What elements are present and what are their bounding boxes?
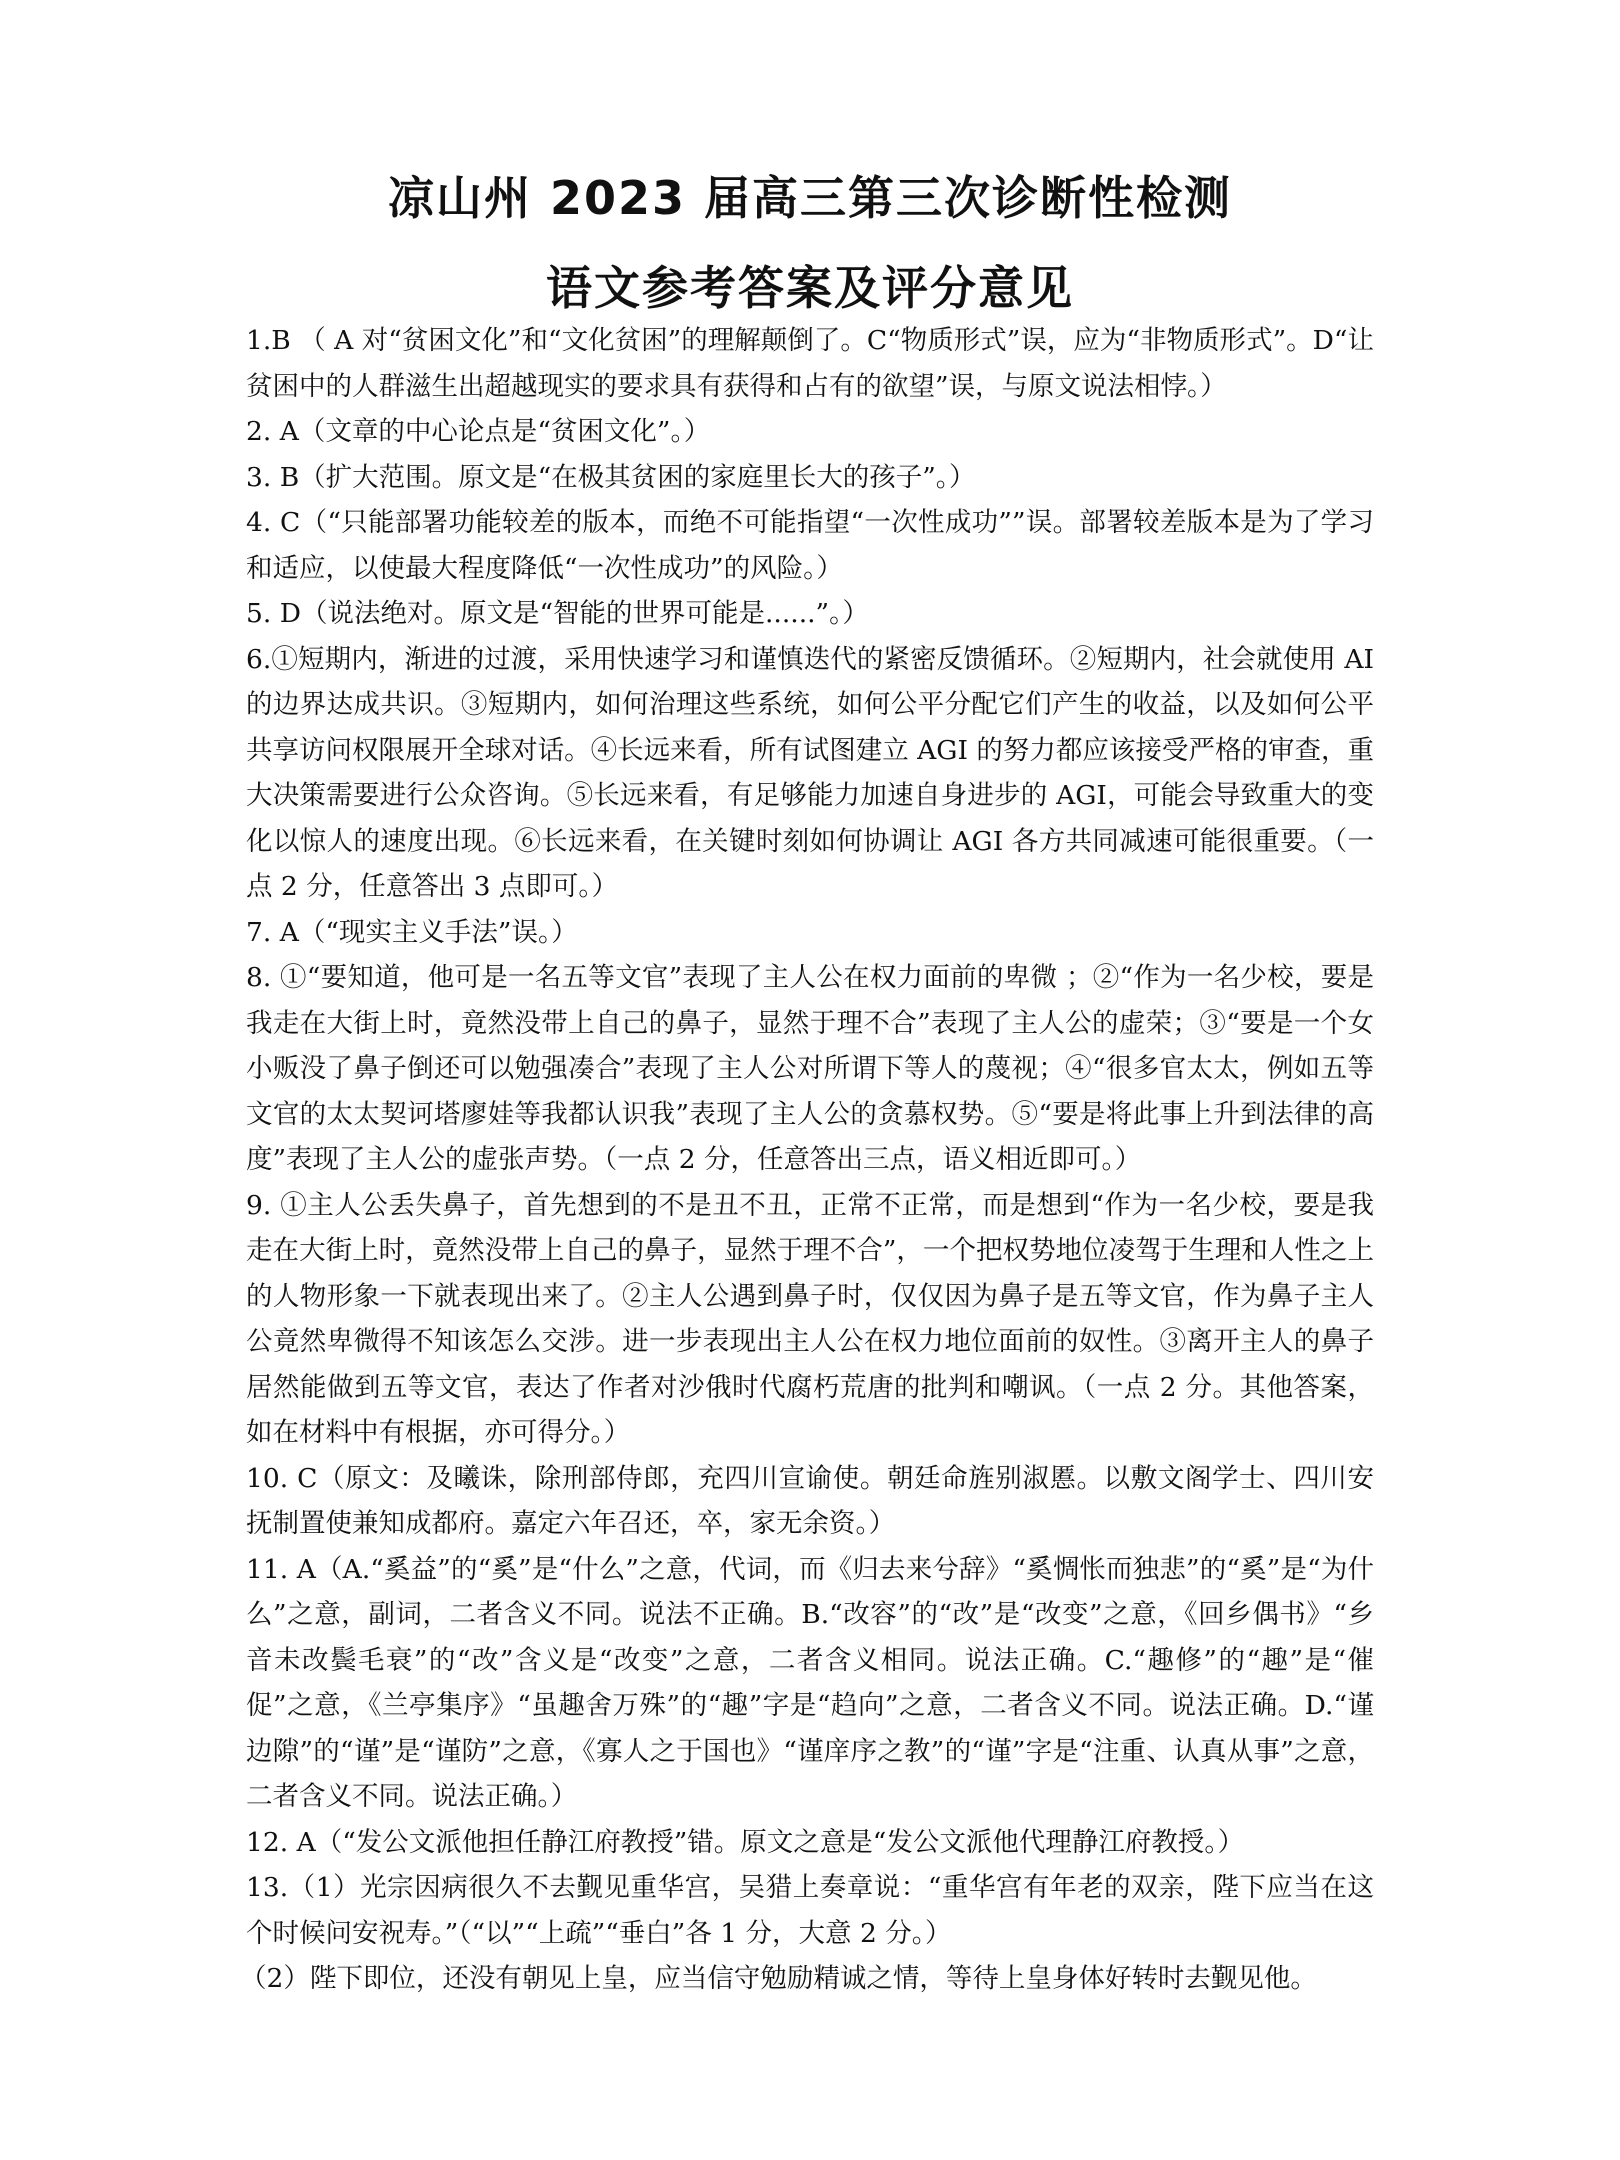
answer-list (240, 318, 1374, 2002)
answer-item-9: 9. ①主人公丢失鼻子，首先想到的不是丑不丑，正常不正常，而是想到“作为一名少校，要是我走在大街上时，竟然没带上自己的鼻子，显然于理不合”，一个把权势地位凌驾于生理和人性之上的人物形象一下就表现出来了。②主人公遇到鼻子时，仅仅因为鼻子是五等文官，作为鼻子主人公竟然卑微得不知该怎么交涉。进一步表现出主人公在权力地位面前的奴性。③离开主人的鼻子居然能做到五等文官，表达了作者对沙俄时代腐朽荒唐的批判和嘲讽。（一点 2 分。其他答案，如在材料中有根据，亦可得分。） (246, 1189, 1374, 1448)
answer-item-13-part-1: 13.（1）光宗因病很久不去觐见重华宫，吴猎上奏章说：“重华宫有年老的双亲，陛下应当在这个时候问安祝寿。”（“以”“上疏”“垂白”各 1 分，大意 2 分。） (246, 1872, 1374, 1949)
answer-item-12: 12. A（“发公文派他担任静江府教授”错。原文之意是“发公文派他代理静江府教授。） (246, 1826, 1245, 1858)
document-subtitle: 语文参考答案及评分意见 (546, 261, 1074, 315)
answer-item-7: 7. A（“现实主义手法”误。） (246, 916, 578, 948)
answer-item-3: 3. B（扩大范围。原文是“在极其贫困的家庭里长大的孩子”。） (246, 461, 976, 493)
answer-item-11: 11. A（A.“奚益”的“奚”是“什么”之意，代词，而《归去来兮辞》“奚惆怅而独悲”的“奚”是“为什么”之意，副词，二者含义不同。说法不正确。B.“改容”的“改”是“改变”之意，《回乡偶书》“乡音未改鬓毛衰”的“改”含义是“改变”之意，二者含义相同。说法正确。C.“趣修”的“趣”是“催促”之意，《兰亭集序》“虽趣舍万殊”的“趣”字是“趋向”之意，二者含义不同。说法正确。D.“谨边隙”的“谨”是“谨防”之意，《寡人之于国也》“谨庠序之教”的“谨”字是“注重、认真从事”之意，二者含义不同。说法正确。） (246, 1553, 1374, 1812)
answer-item-8: 8. ①“要知道，他可是一名五等文官”表现了主人公在权力面前的卑微 ；②“作为一名少校，要是我走在大街上时，竟然没带上自己的鼻子，显然于理不合”表现了主人公的虚荣；③“要是一个女小贩没了鼻子倒还可以勉强凑合”表现了主人公对所谓下等人的蔑视；④“很多官太太，例如五等文官的太太契诃塔廖娃等我都认识我”表现了主人公的贪慕权势。⑤“要是将此事上升到法律的高度”表现了主人公的虚张声势。（一点 2 分，任意答出三点，语义相近即可。） (246, 962, 1374, 1175)
answer-item-6: 6.①短期内，渐进的过渡，采用快速学习和谨慎迭代的紧密反馈循环。②短期内，社会就使用 AI 的边界达成共识。③短期内，如何治理这些系统，如何公平分配它们产生的收益，以及如何公平共享访问权限展开全球对话。④长远来看，所有试图建立 AGI 的努力都应该接受严格的审查，重大决策需要进行公众咨询。⑤长远来看，有足够能力加速自身进步的 AGI，可能会导致重大的变化以惊人的速度出现。⑥长远来看，在关键时刻如何协调让 AGI 各方共同减速可能很重要。（一点 2 分，任意答出 3 点即可。） (246, 643, 1374, 902)
answer-item-5: 5. D（说法绝对。原文是“智能的世界可能是......”。） (246, 598, 869, 629)
answer-item-13-part-2: （2）陛下即位，还没有朝见上皇，应当信守勉励精诚之情，等待上皇身体好转时去觐见他。 (240, 1963, 1317, 1994)
answer-item-1: 1.B （ A 对“贫困文化”和“文化贫困”的理解颠倒了。C“物质形式”误，应为“非物质形式”。D“让贫困中的人群滋生出超越现实的要求具有获得和占有的欲望”误，与原文说法相悖。） (246, 325, 1374, 402)
answer-item-4: 4. C（“只能部署功能较差的版本，而绝不可能指望“一次性成功””误。部署较差版本是为了学习和适应，以使最大程度降低“一次性成功”的风险。） (246, 507, 1374, 584)
answer-item-2: 2. A（文章的中心论点是“贫困文化”。） (246, 416, 711, 447)
answer-item-10: 10. C（原文：及曦诛，除刑部侍郎，充四川宣谕使。朝廷命旌别淑慝。以敷文阁学士、四川安抚制置使兼知成都府。嘉定六年召还，卒，家无余资。） (246, 1462, 1374, 1539)
document-title: 凉山州 2023 届高三第三次诊断性检测 (387, 171, 1233, 225)
